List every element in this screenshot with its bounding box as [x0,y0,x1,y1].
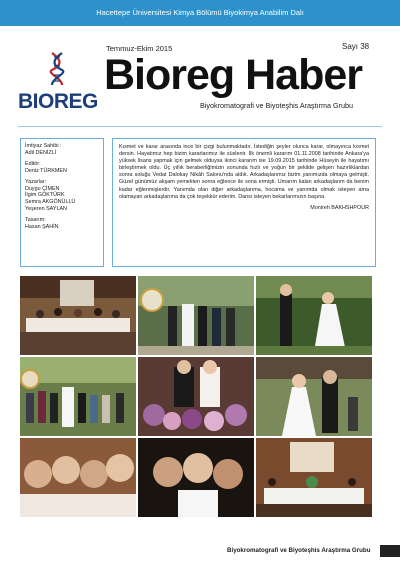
editorial-signature: Monireh BAKHSHPOUR [310,204,369,211]
photo-banquet-table [256,438,372,517]
logo-text: BIOREG [18,90,98,113]
top-banner [0,0,400,26]
writer-name: Duygu ÇİMEN [25,185,60,192]
design-label: Tasarım: [25,217,46,224]
editor-group [25,161,99,175]
writer-name: İlgim GÖKTÜRK [25,192,65,199]
photo-bride-friends [138,438,254,517]
editor-label: Editör: [25,160,41,167]
editor-name: Deniz TÜRKMEN [25,167,67,174]
photo-friends-selfie [20,438,136,517]
writers-group [25,179,99,214]
designer-name: Hasan ŞAHİN [25,224,59,231]
footer-group-name: Biyokromatografi ve Biyoteşhis Araştırma Grubu [227,547,371,554]
photo-reception-hall [20,276,136,355]
owner-group [25,143,99,157]
photo-couple-flowers [138,357,254,436]
editorial-box [112,138,376,267]
photo-group-garden [20,357,136,436]
photo-couple-wreath [138,276,254,355]
footer-accent-bar [380,545,400,557]
writers-label: Yazarlar: [25,178,47,185]
owner-label: İmtiyaz Sahibi : [25,143,62,149]
bioreg-logo [18,50,96,118]
header-divider [18,126,382,127]
design-group [25,217,99,231]
photo-couple-park [256,276,372,355]
editorial-text: Kısmet ve karar arasında ince bir çizgi bulunmaktadır. İstediğin şeyler olunca karar, olmayınca kısmet dersin. Hayatımız hep bizim kararlarımız ile süslenir. İlk önemli kararım 01.11.2008 tarihinde Ankara'ya yüksek lisans yapmak için gelmek olduysa ikinci kararım ise 19.09.2015 tarihinde Hüseyin ile hayatımı birleştirmek oldu. Üç yıllık beraberliğimizin sonunda hızlı ve yoğun bir şekilde gelişen hazırlıklardan sonra soluğu Vedat Dalokay Nikâh Salonu'nda aldık. Arkadaşlarımız bizim yanımızda olmaya gelmişti. Güzel günümüz akşam yemekten sonra eğlence ile sona ermişti. Umarım kalan arkadaşlarım da benim kadar eğlenmişlerdir. Yanımda olan diğer arkadaşlarıma, hocama ve yanımda olmak isteyen ama olamayan arkadaşlarıma da çok teşekkür ederim. Dansı isteyen bekarlarımızın başına. [119,144,369,200]
department-name: Hacettepe Üniversitesi Kimya Bölümü Biyokimya Anabilim Dalı [96,8,304,17]
photo-collage [20,276,372,517]
newsletter-title: Bioreg Haber [104,51,363,99]
writer-name: Semra AKGÖNÜLLÜ [25,199,76,206]
credits-box [20,138,104,267]
dna-helix-icon [49,52,65,86]
issue-number: Sayı 38 [342,42,370,51]
writer-name: Yeşeren SAYLAN [25,206,67,213]
photo-couple-tree [256,357,372,436]
issue-date: Temmuz-Ekim 2015 [106,44,173,53]
owner-name: Adil DENİZLİ [25,149,57,156]
newsletter-subtitle: Biyokromatografi ve Biyoteşhis Araştırma Grubu [200,101,353,110]
